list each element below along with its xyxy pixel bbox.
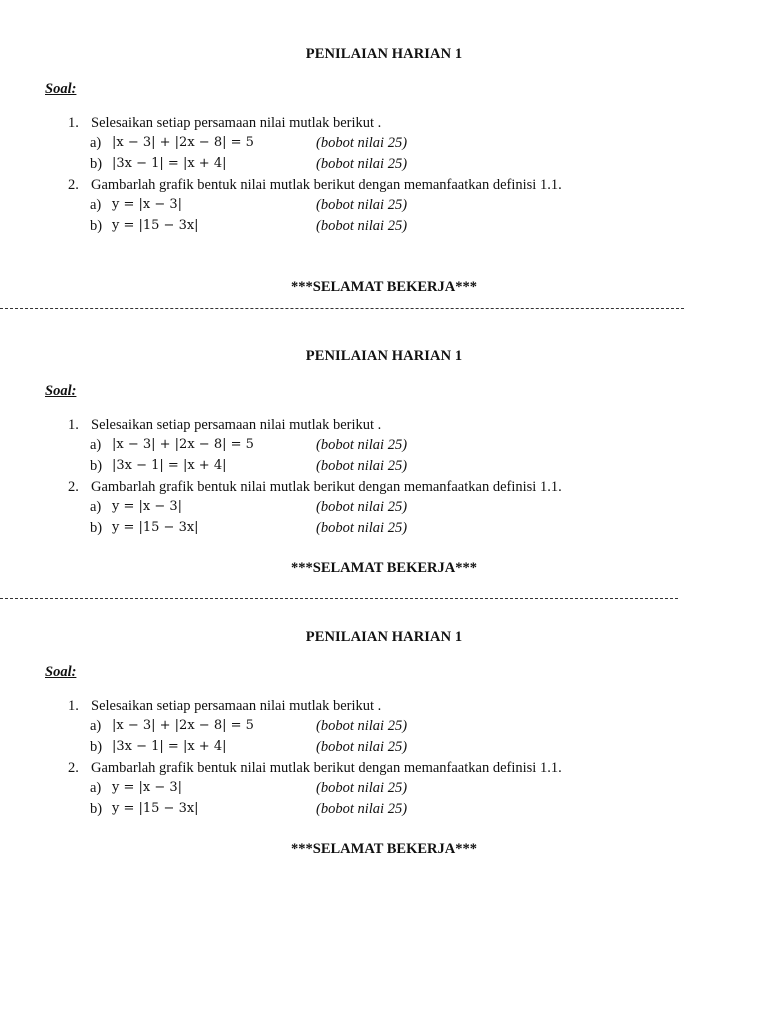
worksheet-title: PENILAIAN HARIAN 1 [305, 46, 463, 62]
closing-message: ***SELAMAT BEKERJA*** [291, 560, 477, 576]
question-text: Gambarlah grafik bentuk nilai mutlak berikut dengan memanfaatkan definisi 1.1. [91, 760, 562, 776]
score-weight: (bobot nilai 25) [316, 156, 408, 172]
worksheet-2 [0, 302, 768, 602]
question-text: Gambarlah grafik bentuk nilai mutlak berikut dengan memanfaatkan definisi 1.1. [91, 177, 562, 193]
question-text: Selesaikan setiap persamaan nilai mutlak berikut . [91, 417, 382, 433]
item-letter: a) [90, 499, 102, 515]
question-number: 2. [68, 177, 79, 193]
item-letter: b) [90, 218, 103, 234]
equation: y = |x − 3| [112, 197, 183, 212]
equation: y = |x − 3| [112, 499, 183, 514]
item-letter: a) [90, 718, 102, 734]
score-weight: (bobot nilai 25) [316, 458, 408, 474]
item-letter: b) [90, 520, 103, 536]
score-weight: (bobot nilai 25) [316, 801, 408, 817]
equation: y = |15 − 3x| [112, 801, 199, 816]
equation: y = |15 − 3x| [112, 520, 199, 535]
item-letter: b) [90, 458, 103, 474]
score-weight: (bobot nilai 25) [316, 437, 408, 453]
question-number: 1. [68, 698, 79, 714]
score-weight: (bobot nilai 25) [316, 499, 408, 515]
equation: |x − 3| + |2x − 8| = 5 [112, 437, 254, 452]
score-weight: (bobot nilai 25) [316, 520, 408, 536]
question-number: 2. [68, 479, 79, 495]
question-text: Selesaikan setiap persamaan nilai mutlak berikut . [91, 698, 382, 714]
score-weight: (bobot nilai 25) [316, 135, 408, 151]
item-letter: b) [90, 801, 103, 817]
item-letter: a) [90, 437, 102, 453]
item-letter: b) [90, 156, 103, 172]
question-text: Selesaikan setiap persamaan nilai mutlak berikut . [91, 115, 382, 131]
equation: |3x − 1| = |x + 4| [112, 156, 227, 171]
question-number: 2. [68, 760, 79, 776]
soal-label: Soal: [45, 383, 77, 399]
item-letter: a) [90, 780, 102, 796]
equation: y = |x − 3| [112, 780, 183, 795]
question-text: Gambarlah grafik bentuk nilai mutlak berikut dengan memanfaatkan definisi 1.1. [91, 479, 562, 495]
question-number: 1. [68, 115, 79, 131]
item-letter: a) [90, 197, 102, 213]
soal-label: Soal: [45, 664, 77, 680]
equation: |x − 3| + |2x − 8| = 5 [112, 718, 254, 733]
item-letter: b) [90, 739, 103, 755]
score-weight: (bobot nilai 25) [316, 218, 408, 234]
equation: y = |15 − 3x| [112, 218, 199, 233]
worksheet-title: PENILAIAN HARIAN 1 [305, 629, 463, 645]
closing-message: ***SELAMAT BEKERJA*** [291, 279, 477, 295]
soal-label: Soal: [45, 81, 77, 97]
worksheet-1 [0, 0, 768, 300]
equation: |x − 3| + |2x − 8| = 5 [112, 135, 254, 150]
closing-message: ***SELAMAT BEKERJA*** [291, 841, 477, 857]
score-weight: (bobot nilai 25) [316, 718, 408, 734]
equation: |3x − 1| = |x + 4| [112, 739, 227, 754]
item-letter: a) [90, 135, 102, 151]
score-weight: (bobot nilai 25) [316, 739, 408, 755]
equation: |3x − 1| = |x + 4| [112, 458, 227, 473]
score-weight: (bobot nilai 25) [316, 197, 408, 213]
worksheet-3 [0, 583, 768, 883]
worksheet-title: PENILAIAN HARIAN 1 [305, 348, 463, 364]
score-weight: (bobot nilai 25) [316, 780, 408, 796]
question-number: 1. [68, 417, 79, 433]
